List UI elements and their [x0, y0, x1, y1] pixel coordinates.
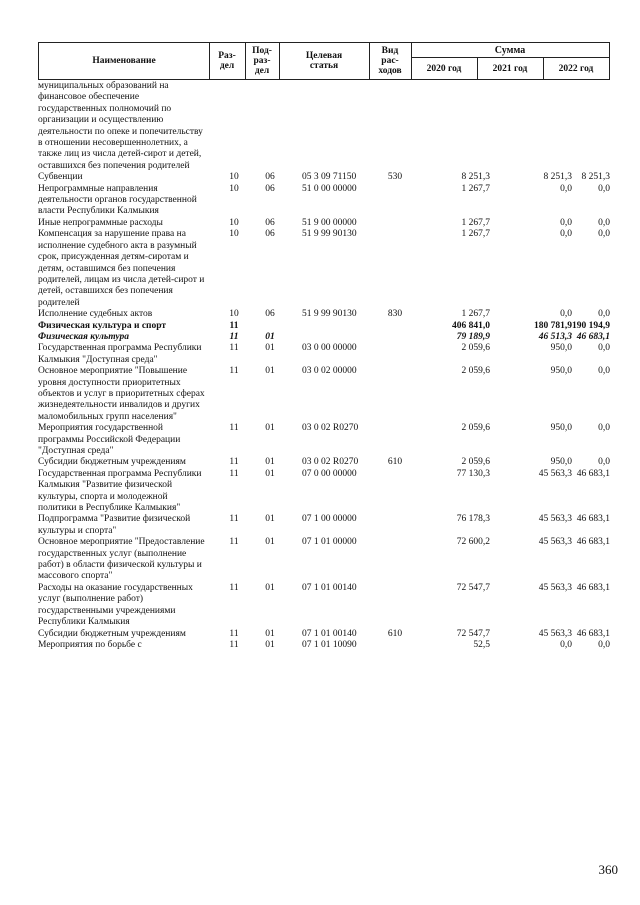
- row-podr: 01: [265, 537, 275, 548]
- row-y2: 45 563,3: [538, 628, 572, 639]
- row-razdel: 11: [229, 537, 239, 548]
- table-row: [38, 640, 610, 651]
- row-y2: 45 563,3: [538, 468, 572, 479]
- row-y1: 52,5: [473, 639, 490, 650]
- row-razdel: 10: [229, 217, 239, 228]
- header-name: Наименование: [39, 43, 210, 79]
- row-y1: 72 547,7: [456, 582, 490, 593]
- row-cel: 51 9 99 90130: [302, 229, 357, 240]
- row-y3: 46 683,1: [576, 628, 610, 639]
- row-razdel: 10: [229, 172, 239, 183]
- row-y2: 45 563,3: [538, 582, 572, 593]
- row-name: Государственная программа Республики Калмыкия "Развитие физической культуры, спорта и молодежной политики в Республике Калмыкия": [38, 468, 202, 514]
- table-body: [38, 81, 610, 651]
- row-podr: 01: [265, 468, 275, 479]
- row-y3: 0,0: [598, 366, 610, 377]
- row-razdel: 10: [229, 183, 239, 194]
- row-cel: 07 0 00 00000: [302, 468, 357, 479]
- row-y1: 79 189,9: [456, 331, 490, 342]
- row-name: Субсидии бюджетным учреждениям: [38, 457, 186, 468]
- row-podr: 06: [265, 309, 275, 320]
- table-header: [38, 42, 610, 80]
- row-podr: 06: [265, 183, 275, 194]
- row-y3: 0,0: [598, 309, 610, 320]
- table-row: [38, 366, 610, 423]
- row-name: Исполнение судебных актов: [38, 309, 153, 320]
- table-row: [38, 321, 610, 332]
- row-y3: 0,0: [598, 639, 610, 650]
- row-y3: 46 683,1: [576, 537, 610, 548]
- header-year-2020: 2020 год: [411, 58, 478, 79]
- row-podr: 01: [265, 331, 275, 342]
- row-y3: 0,0: [598, 343, 610, 354]
- row-name: Субвенции: [38, 172, 83, 183]
- table-row: [38, 629, 610, 640]
- row-y3: 8 251,3: [581, 172, 610, 183]
- header-year-2021: 2021 год: [477, 58, 544, 79]
- row-y1: 72 600,2: [456, 537, 490, 548]
- row-y1: 2 059,6: [461, 343, 490, 354]
- row-name: Основное мероприятие "Повышение уровня доступности приоритетных объектов и услуг в приоритетных сферах жизнедеятельности инвалидов и других маломобильных групп населения": [38, 366, 205, 422]
- row-y2: 0,0: [560, 229, 572, 240]
- row-cel: 07 1 01 00140: [302, 628, 357, 639]
- row-cel: 07 1 00 00000: [302, 514, 357, 525]
- row-y2: 0,0: [560, 639, 572, 650]
- row-y2: 0,0: [560, 217, 572, 228]
- row-name: Непрограммные направления деятельности органов государственной власти Республики Калмыкия: [38, 183, 197, 217]
- row-y2: 45 563,3: [538, 514, 572, 525]
- table-row: [38, 537, 610, 583]
- table-row: [38, 309, 610, 320]
- row-name: Субсидии бюджетным учреждениям: [38, 628, 186, 639]
- header-razdel: Раз- дел: [209, 43, 246, 79]
- row-vid: 530: [387, 172, 403, 183]
- table-row: [38, 457, 610, 468]
- row-y1: 72 547,7: [456, 628, 490, 639]
- row-cel: 03 0 02 R0270: [302, 423, 359, 434]
- header-podrazdel: Под- раз- дел: [245, 43, 280, 79]
- row-cel: 07 1 01 00140: [302, 582, 357, 593]
- row-y2: 180 781,9: [534, 320, 572, 331]
- row-razdel: 11: [229, 423, 239, 434]
- row-y3: 0,0: [598, 217, 610, 228]
- row-y2: 950,0: [550, 343, 572, 354]
- row-razdel: 11: [229, 582, 239, 593]
- row-y1: 2 059,6: [461, 423, 490, 434]
- row-razdel: 11: [229, 343, 239, 354]
- row-cel: 05 3 09 71150: [302, 172, 357, 183]
- row-cel: 03 0 02 00000: [302, 366, 357, 377]
- row-razdel: 11: [229, 320, 239, 331]
- row-cel: 51 9 00 00000: [302, 217, 357, 228]
- row-name: Компенсация за нарушение права на исполнение судебного акта в разумный срок, присужденная детям-сиротам и детям, оставшимся без попечения родителей, лицам из числа детей-сирот и детей, оставшихся без попечения родителей: [38, 229, 205, 308]
- row-razdel: 11: [229, 366, 239, 377]
- table-row: [38, 469, 610, 515]
- table-row: [38, 184, 610, 218]
- row-y3: 0,0: [598, 457, 610, 468]
- row-y1: 1 267,7: [461, 217, 490, 228]
- row-y1: 406 841,0: [452, 320, 490, 331]
- row-y2: 950,0: [550, 366, 572, 377]
- row-y3: 46 683,1: [576, 582, 610, 593]
- row-name: муниципальных образований на финансовое обеспечение государственных полномочий по организации и осуществлению деятельности по опеке и попечительству в отношении несовершеннолетних, а также лиц из числа детей-сирот и детей, оставшихся без попечения родителей: [38, 81, 203, 171]
- row-razdel: 11: [229, 331, 239, 342]
- header-summa: Сумма: [411, 43, 609, 58]
- row-razdel: 10: [229, 229, 239, 240]
- row-y2: 0,0: [560, 183, 572, 194]
- row-podr: 01: [265, 457, 275, 468]
- header-year-2022: 2022 год: [558, 63, 594, 74]
- row-y2: 45 563,3: [538, 537, 572, 548]
- row-y2: 46 513,3: [538, 331, 572, 342]
- row-podr: 01: [265, 582, 275, 593]
- row-name: Подпрограмма "Развитие физической культуры и спорта": [38, 514, 191, 536]
- row-y2: 950,0: [550, 457, 572, 468]
- table-row: [38, 218, 610, 229]
- row-y1: 1 267,7: [461, 183, 490, 194]
- row-y1: 8 251,3: [461, 172, 490, 183]
- table-row: [38, 332, 610, 343]
- row-name: Иные непрограммные расходы: [38, 217, 163, 228]
- row-cel: 03 0 00 00000: [302, 343, 357, 354]
- row-name: Государственная программа Республики Калмыкия "Доступная среда": [38, 343, 202, 365]
- row-vid: 830: [387, 309, 403, 320]
- row-cel: 03 0 02 R0270: [302, 457, 359, 468]
- header-vid: Вид рас- ходов: [369, 43, 412, 79]
- row-podr: 01: [265, 639, 275, 650]
- row-y3: 0,0: [598, 183, 610, 194]
- row-y2: 950,0: [550, 423, 572, 434]
- row-razdel: 11: [229, 514, 239, 525]
- header-celevaya: Целевая статья: [279, 43, 370, 79]
- row-name: Физическая культура: [38, 331, 129, 342]
- row-y1: 76 178,3: [456, 514, 490, 525]
- row-y1: 1 267,7: [461, 229, 490, 240]
- row-podr: 01: [265, 343, 275, 354]
- row-y1: 77 130,3: [456, 468, 490, 479]
- row-y3: 46 683,1: [576, 331, 610, 342]
- row-vid: 610: [387, 457, 403, 468]
- table-row: [38, 423, 610, 457]
- row-name: Расходы на оказание государственных услуг (выполнение работ) государственными учреждениями Республики Калмыкия: [38, 582, 193, 628]
- row-cel: 51 0 00 00000: [302, 183, 357, 194]
- row-podr: 01: [265, 423, 275, 434]
- row-podr: 01: [265, 514, 275, 525]
- table-row: [38, 583, 610, 629]
- table-row: [38, 81, 610, 172]
- row-razdel: 11: [229, 639, 239, 650]
- row-cel: 07 1 01 10090: [302, 639, 357, 650]
- row-y1: 2 059,6: [461, 366, 490, 377]
- row-name: Основное мероприятие "Предоставление государственных услуг (выполнение работ) в области физической культуры и массового спорта": [38, 537, 205, 582]
- row-y3: 46 683,1: [576, 468, 610, 479]
- row-name: Мероприятия государственной программы Российской Федерации "Доступная среда": [38, 423, 181, 456]
- row-podr: 06: [265, 217, 275, 228]
- row-name: Мероприятия по борьбе с: [38, 639, 142, 650]
- row-y1: 2 059,6: [461, 457, 490, 468]
- table-row: [38, 343, 610, 366]
- row-podr: 06: [265, 172, 275, 183]
- row-cel: 51 9 99 90130: [302, 309, 357, 320]
- row-podr: 01: [265, 366, 275, 377]
- row-y3: 0,0: [598, 229, 610, 240]
- row-cel: 07 1 01 00000: [302, 537, 357, 548]
- row-vid: 610: [387, 628, 403, 639]
- row-podr: 06: [265, 229, 275, 240]
- table-row: [38, 514, 610, 537]
- row-y3: 190 194,9: [572, 320, 610, 331]
- page-number: 360: [598, 862, 618, 877]
- row-razdel: 11: [229, 468, 239, 479]
- table-row: [38, 172, 610, 183]
- row-y3: 46 683,1: [576, 514, 610, 525]
- row-podr: 01: [265, 628, 275, 639]
- row-razdel: 10: [229, 309, 239, 320]
- row-y1: 1 267,7: [461, 309, 490, 320]
- table-row: [38, 229, 610, 309]
- row-razdel: 11: [229, 457, 239, 468]
- row-razdel: 11: [229, 628, 239, 639]
- row-y2: 8 251,3: [543, 172, 572, 183]
- row-name: Физическая культура и спорт: [38, 320, 167, 331]
- row-y2: 0,0: [560, 309, 572, 320]
- row-y3: 0,0: [598, 423, 610, 434]
